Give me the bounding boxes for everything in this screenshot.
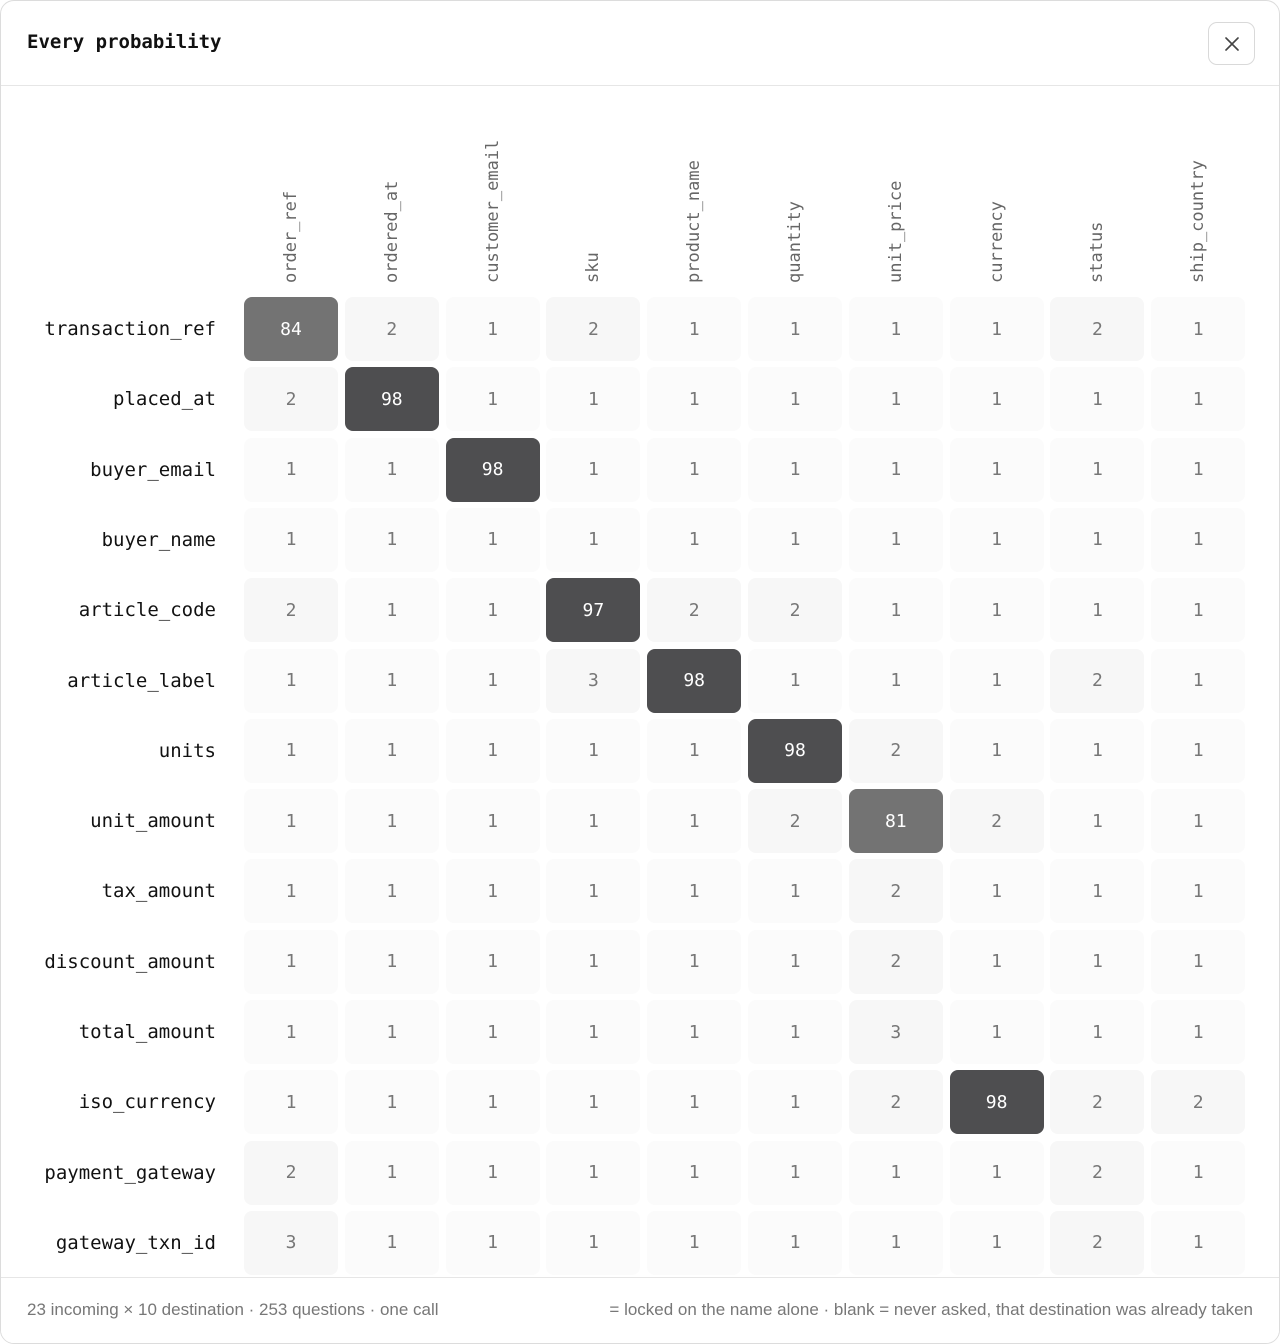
matrix-cell: 1 xyxy=(244,930,338,994)
column-header: product_name xyxy=(684,160,705,283)
matrix-cell: 1 xyxy=(1151,578,1245,642)
matrix-cell: 1 xyxy=(1151,508,1245,572)
matrix-cell: 1 xyxy=(849,1211,943,1275)
matrix-cell: 1 xyxy=(446,1070,540,1134)
dialog-header xyxy=(1,1,1279,86)
matrix-cell: 3 xyxy=(244,1211,338,1275)
matrix-cell: 1 xyxy=(345,930,439,994)
matrix-cell: 1 xyxy=(647,438,741,502)
row-header: unit_amount xyxy=(90,810,216,833)
matrix-cell: 98 xyxy=(345,367,439,431)
matrix-cell: 1 xyxy=(647,719,741,783)
column-header: order_ref xyxy=(281,190,301,283)
matrix-cell: 2 xyxy=(950,789,1044,853)
matrix-cell: 1 xyxy=(244,859,338,923)
matrix-cell: 2 xyxy=(244,1141,338,1205)
row-header: buyer_name xyxy=(101,528,216,551)
matrix-cell: 1 xyxy=(950,719,1044,783)
matrix-cell: 2 xyxy=(1050,1141,1144,1205)
matrix-cell: 2 xyxy=(1151,1070,1245,1134)
matrix-cell: 1 xyxy=(1151,1000,1245,1064)
matrix-cell: 1 xyxy=(244,508,338,572)
matrix-cell: 1 xyxy=(546,508,640,572)
matrix-cell: 1 xyxy=(748,508,842,572)
matrix-cell: 1 xyxy=(950,297,1044,361)
footer-summary: 23 incoming × 10 destination · 253 questions · one call xyxy=(27,1300,439,1319)
matrix-cell: 1 xyxy=(546,1070,640,1134)
matrix-cell: 1 xyxy=(446,859,540,923)
matrix-cell: 1 xyxy=(748,1141,842,1205)
matrix-cell: 1 xyxy=(1151,367,1245,431)
column-header: customer_email xyxy=(482,139,503,283)
matrix-cell: 1 xyxy=(345,438,439,502)
matrix-cell: 1 xyxy=(950,859,1044,923)
column-header: ship_country xyxy=(1188,160,1209,283)
matrix-cell: 1 xyxy=(748,367,842,431)
matrix-cell: 1 xyxy=(950,508,1044,572)
matrix-cell: 1 xyxy=(1050,930,1144,994)
matrix-cell: 1 xyxy=(446,649,540,713)
matrix-cell: 1 xyxy=(748,1000,842,1064)
matrix-cell: 1 xyxy=(546,367,640,431)
matrix-cell: 1 xyxy=(1151,649,1245,713)
matrix-cell: 98 xyxy=(446,438,540,502)
matrix-cell: 1 xyxy=(446,930,540,994)
matrix-cell: 97 xyxy=(546,578,640,642)
matrix-cell: 98 xyxy=(950,1070,1044,1134)
matrix-cell: 1 xyxy=(244,1000,338,1064)
row-header: gateway_txn_id xyxy=(55,1231,216,1254)
matrix-cell: 2 xyxy=(748,578,842,642)
matrix-cell: 1 xyxy=(244,719,338,783)
matrix-cell: 1 xyxy=(446,297,540,361)
matrix-cell: 3 xyxy=(849,1000,943,1064)
matrix-cell: 1 xyxy=(647,367,741,431)
matrix-cell: 2 xyxy=(1050,1070,1144,1134)
matrix-cell: 1 xyxy=(748,1211,842,1275)
matrix-cell: 1 xyxy=(546,789,640,853)
matrix-cell: 1 xyxy=(546,719,640,783)
matrix-cell: 1 xyxy=(345,508,439,572)
row-header: transaction_ref xyxy=(44,318,216,340)
footer-legend: = locked on the name alone · blank = never asked, that destination was already taken xyxy=(609,1300,1253,1319)
matrix-cell: 1 xyxy=(647,1211,741,1275)
row-header: discount_amount xyxy=(44,950,216,973)
matrix-cell: 1 xyxy=(446,789,540,853)
matrix-cell: 1 xyxy=(1050,438,1144,502)
close-icon xyxy=(1225,37,1239,51)
matrix-cell: 1 xyxy=(446,508,540,572)
matrix-cell: 1 xyxy=(950,367,1044,431)
column-header: status xyxy=(1087,221,1108,283)
matrix-cell: 1 xyxy=(950,438,1044,502)
matrix-cell: 1 xyxy=(849,297,943,361)
matrix-cell: 1 xyxy=(647,859,741,923)
column-header: unit_price xyxy=(885,180,906,283)
matrix-cell: 2 xyxy=(748,789,842,853)
matrix-cell: 1 xyxy=(345,1000,439,1064)
matrix-cell: 2 xyxy=(849,859,943,923)
row-header: tax_amount xyxy=(101,880,216,903)
row-header: units xyxy=(158,739,216,762)
matrix-cell: 1 xyxy=(950,1211,1044,1275)
matrix-cell: 1 xyxy=(748,1070,842,1134)
matrix-cell: 98 xyxy=(748,719,842,783)
matrix-cell: 2 xyxy=(849,1070,943,1134)
matrix-cell: 1 xyxy=(345,719,439,783)
matrix-cell: 1 xyxy=(446,1141,540,1205)
matrix-cell: 84 xyxy=(244,297,338,361)
matrix-cell: 1 xyxy=(1050,719,1144,783)
row-header: buyer_email xyxy=(90,458,216,481)
matrix-cell: 2 xyxy=(1050,649,1144,713)
matrix-cell: 1 xyxy=(1151,859,1245,923)
matrix-cell: 1 xyxy=(1050,789,1144,853)
matrix-cell: 1 xyxy=(647,1141,741,1205)
matrix-cell: 1 xyxy=(748,649,842,713)
matrix-cell: 1 xyxy=(1050,578,1144,642)
matrix-cell: 1 xyxy=(345,578,439,642)
matrix-cell: 2 xyxy=(345,297,439,361)
matrix-cell: 1 xyxy=(950,1141,1044,1205)
matrix-cell: 1 xyxy=(244,789,338,853)
column-header: quantity xyxy=(785,201,805,283)
matrix-cell: 1 xyxy=(1151,789,1245,853)
row-header: article_label xyxy=(67,669,216,692)
matrix-cell: 1 xyxy=(546,930,640,994)
matrix-cell: 2 xyxy=(849,719,943,783)
column-header: ordered_at xyxy=(381,180,402,283)
matrix-cell: 1 xyxy=(950,930,1044,994)
row-header: article_code xyxy=(78,599,216,622)
matrix-cell: 1 xyxy=(1151,930,1245,994)
matrix-cell: 1 xyxy=(1151,297,1245,361)
row-header: placed_at xyxy=(113,388,216,411)
row-header: payment_gateway xyxy=(44,1161,216,1184)
matrix-cell: 81 xyxy=(849,789,943,853)
matrix-cell: 1 xyxy=(1050,859,1144,923)
row-header: iso_currency xyxy=(78,1091,216,1114)
column-header: sku xyxy=(583,252,604,283)
matrix-cell: 1 xyxy=(244,649,338,713)
matrix-cell: 1 xyxy=(647,1070,741,1134)
matrix-cell: 1 xyxy=(647,1000,741,1064)
matrix-cell: 1 xyxy=(1151,1141,1245,1205)
matrix-cell: 2 xyxy=(1050,1211,1144,1275)
matrix-cell: 1 xyxy=(748,297,842,361)
matrix-cell: 1 xyxy=(1050,1000,1144,1064)
matrix-cell: 1 xyxy=(446,1000,540,1064)
matrix-cell: 1 xyxy=(647,297,741,361)
matrix-cell: 3 xyxy=(546,649,640,713)
matrix-cell: 1 xyxy=(647,508,741,572)
row-header: total_amount xyxy=(78,1021,216,1043)
matrix-cell: 2 xyxy=(647,578,741,642)
matrix-cell: 1 xyxy=(546,1211,640,1275)
matrix-cell: 2 xyxy=(849,930,943,994)
matrix-cell: 1 xyxy=(345,1211,439,1275)
close-button[interactable] xyxy=(1208,22,1255,65)
matrix-cell: 1 xyxy=(546,1000,640,1064)
matrix-cell: 1 xyxy=(345,859,439,923)
matrix-cell: 1 xyxy=(849,508,943,572)
matrix-cell: 2 xyxy=(244,578,338,642)
matrix-cell: 1 xyxy=(1151,438,1245,502)
matrix-cell: 98 xyxy=(647,649,741,713)
matrix-cell: 2 xyxy=(546,297,640,361)
matrix-cell: 1 xyxy=(1151,719,1245,783)
matrix-cell: 1 xyxy=(849,578,943,642)
matrix-cell: 1 xyxy=(950,649,1044,713)
matrix-cell: 1 xyxy=(748,930,842,994)
matrix-cell: 1 xyxy=(446,1211,540,1275)
matrix-cell: 2 xyxy=(1050,297,1144,361)
matrix-cell: 1 xyxy=(546,438,640,502)
matrix-cell: 1 xyxy=(446,578,540,642)
matrix-cell: 1 xyxy=(446,719,540,783)
matrix-cell: 1 xyxy=(345,789,439,853)
matrix-cell: 1 xyxy=(546,859,640,923)
matrix-cell: 1 xyxy=(1050,508,1144,572)
matrix-cell: 1 xyxy=(748,859,842,923)
dialog-title: Every probability xyxy=(27,31,222,53)
column-header: currency xyxy=(986,201,1007,283)
matrix-cell: 1 xyxy=(849,1141,943,1205)
matrix-cell: 1 xyxy=(345,1070,439,1134)
matrix-cell: 1 xyxy=(647,930,741,994)
matrix-cell: 1 xyxy=(546,1141,640,1205)
matrix-cell: 1 xyxy=(345,649,439,713)
probability-matrix xyxy=(1,87,1279,1277)
matrix-cell: 1 xyxy=(345,1141,439,1205)
matrix-cell: 1 xyxy=(647,789,741,853)
dialog-footer xyxy=(1,1277,1279,1344)
matrix-cell: 1 xyxy=(849,438,943,502)
matrix-cell: 1 xyxy=(244,438,338,502)
matrix-cell: 1 xyxy=(849,649,943,713)
matrix-cell: 1 xyxy=(849,367,943,431)
matrix-cell: 1 xyxy=(446,367,540,431)
matrix-cell: 1 xyxy=(1050,367,1144,431)
matrix-cell: 1 xyxy=(748,438,842,502)
matrix-cell: 2 xyxy=(244,367,338,431)
matrix-cell: 1 xyxy=(244,1070,338,1134)
matrix-cell: 1 xyxy=(1151,1211,1245,1275)
matrix-cell: 1 xyxy=(950,578,1044,642)
matrix-cell: 1 xyxy=(950,1000,1044,1064)
